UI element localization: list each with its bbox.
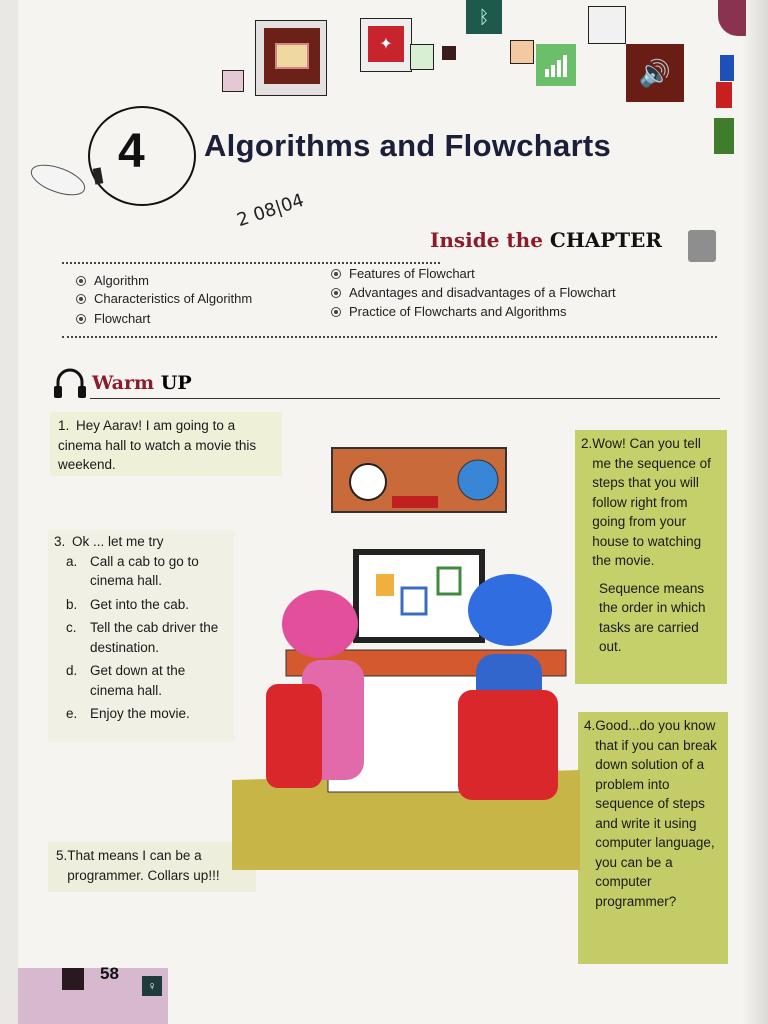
power-tile-icon xyxy=(714,118,734,154)
tile xyxy=(588,6,626,44)
robots-at-computer-illustration xyxy=(232,440,580,870)
download-monitor-icon xyxy=(264,28,320,84)
topic-item: Characteristics of Algorithm xyxy=(76,291,252,306)
tile xyxy=(410,44,434,70)
dotted-divider-bottom xyxy=(62,336,717,338)
bullet-icon xyxy=(331,307,341,317)
topic-item: Practice of Flowcharts and Algorithms xyxy=(331,304,566,319)
step-item: d. Get down at the cinema hall. xyxy=(66,663,186,698)
warm-up-underline xyxy=(90,398,720,399)
step-item: b. Get into the cab. xyxy=(66,596,190,612)
bullet-icon xyxy=(76,276,86,286)
step-item: e. Enjoy the movie. xyxy=(66,706,190,721)
speech-bubble-5: 5. That means I can be a programmer. Collars up!!! xyxy=(48,842,256,892)
page-edge xyxy=(742,0,768,1024)
bullet-icon xyxy=(331,288,341,298)
topic-item: Features of Flowchart xyxy=(331,266,475,281)
dotted-divider-top xyxy=(62,262,440,264)
signal-bars-icon xyxy=(536,44,576,86)
chapter-number: 4 xyxy=(118,125,145,178)
bullet-icon xyxy=(76,294,86,304)
inside-chapter-label-black: CHAPTER xyxy=(549,228,663,252)
satellite-dish-icon: ✦ xyxy=(368,26,404,62)
bullet-icon xyxy=(331,269,341,279)
headphones-icon xyxy=(52,366,88,402)
footer-square-icon xyxy=(62,968,84,990)
topic-item: Advantages and disadvantages of a Flowchart xyxy=(331,285,616,300)
red-tile-icon xyxy=(716,82,732,108)
red-chair-left xyxy=(266,684,322,788)
blue-tile-icon xyxy=(720,55,734,81)
footer-lock-icon: ♀ xyxy=(142,976,162,996)
topic-item: Algorithm xyxy=(76,273,149,288)
inside-chapter-label-red: Inside the xyxy=(430,228,543,252)
globe-icon xyxy=(458,460,498,500)
book-icon xyxy=(392,496,438,508)
inside-chapter-heading xyxy=(430,228,662,252)
speech-bubble-4: 4. Good...do you know that if you can break down solution of a problem into sequence of steps and write it using computer language, you can be a computer programmer? xyxy=(578,712,728,964)
step-item: c. Tell the cab driver the destination. xyxy=(66,620,219,655)
blue-robot xyxy=(468,574,552,646)
speaker-icon: 🔊 xyxy=(626,44,684,102)
bullet-icon xyxy=(76,314,86,324)
chapter-title: Algorithms and Flowcharts xyxy=(204,128,612,163)
page-number: 58 xyxy=(100,964,119,983)
red-chair-right xyxy=(458,690,558,800)
tile xyxy=(510,40,534,64)
speech-bubble-1: 1. Hey Aarav! I am going to a cinema hall to watch a movie this weekend. xyxy=(50,412,282,476)
small-tile xyxy=(222,70,244,92)
computer-mouse-icon xyxy=(30,156,110,206)
pink-robot xyxy=(282,590,358,658)
handwritten-date: 2 08|04 xyxy=(234,189,307,232)
topic-item: Flowchart xyxy=(76,311,150,326)
speech-bubble-2: 2. Wow! Can you tell me the sequence of steps that you will follow right from going from your house to watching the movie. Sequence means the order in which tasks are carried out. xyxy=(575,430,727,684)
clock-icon xyxy=(350,464,386,500)
warm-up-heading: Warm UP xyxy=(92,372,192,394)
small-square-icon xyxy=(442,46,456,60)
pen-drive-icon xyxy=(688,230,716,262)
bluetooth-icon: ᛒ xyxy=(466,0,502,34)
step-item: a. Call a cab to go to cinema hall. xyxy=(66,553,199,588)
speech-bubble-3: 3. Ok ... let me try a. Call a cab to go to cinema hall. b. Get into the cab. c. Tell the cab driver the destination. d. Get down at the cinema hall. e. Enjoy the movie. xyxy=(48,530,234,742)
